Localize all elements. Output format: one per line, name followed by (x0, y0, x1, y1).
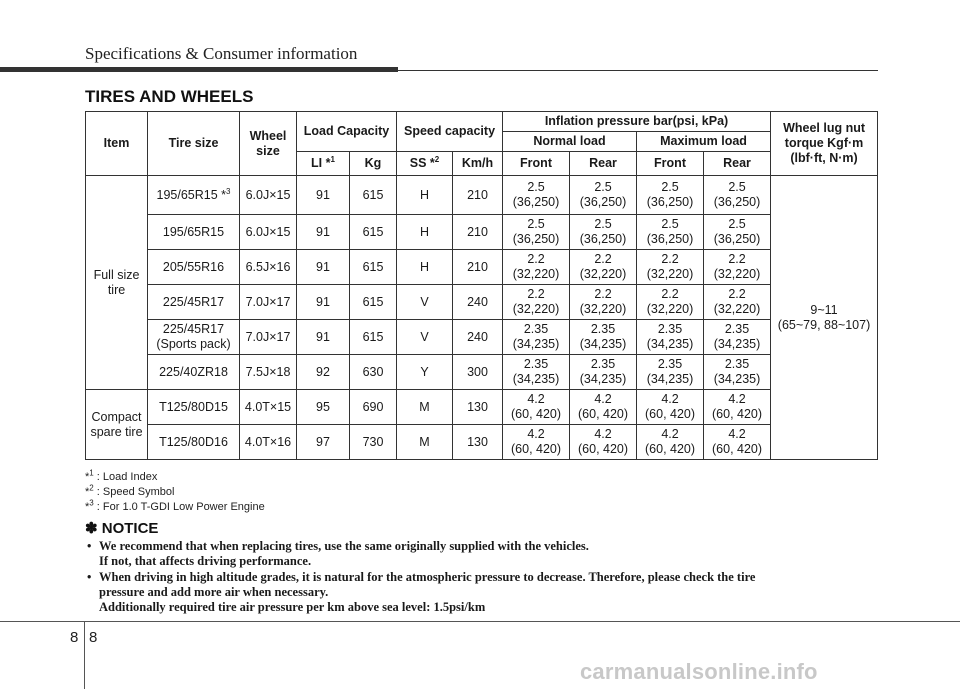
header-li: LI *$^1$ (297, 152, 350, 176)
group-full-size: Full size tire (86, 176, 148, 390)
cell-kmh: 210 (453, 250, 503, 285)
header-item: Item (86, 112, 148, 176)
header-wheel-lug: Wheel lug nut torque Kgf·m (lbf·ft, N·m) (771, 112, 878, 176)
cell-kmh: 130 (453, 425, 503, 460)
cell-normal-rear: 2.35 (34,235) (570, 320, 637, 355)
cell-normal-front: 2.2 (32,220) (503, 250, 570, 285)
footnote-load-index: *$^1$ : Load Index (85, 468, 158, 483)
cell-wheel: 6.0J×15 (240, 176, 297, 215)
cell-max-rear: 2.35 (34,235) (704, 320, 771, 355)
header-kmh: Km/h (453, 152, 503, 176)
cell-normal-front: 2.5 (36,250) (503, 215, 570, 250)
cell-wheel: 7.5J×18 (240, 355, 297, 390)
table-row (86, 285, 878, 320)
table-row (86, 425, 878, 460)
cell-ss: H (397, 176, 453, 215)
header-rule (398, 70, 878, 71)
cell-tire-size: 195/65R15 *$^3$ (148, 176, 240, 215)
table-row (86, 176, 878, 215)
header-normal-front: Front (503, 152, 570, 176)
section-title: TIRES AND WHEELS (85, 87, 254, 106)
cell-li: 95 (297, 390, 350, 425)
cell-ss: V (397, 320, 453, 355)
cell-max-rear: 4.2 (60, 420) (704, 390, 771, 425)
header-maximum-load: Maximum load (637, 132, 771, 152)
cell-normal-rear: 2.2 (32,220) (570, 285, 637, 320)
table-row (86, 215, 878, 250)
cell-tire-size: 225/45R17 (Sports pack) (148, 320, 240, 355)
footnote-engine: *$^3$ : For 1.0 T-GDI Low Power Engine (85, 498, 265, 513)
cell-li: 91 (297, 215, 350, 250)
cell-normal-front: 2.35 (34,235) (503, 320, 570, 355)
cell-normal-rear: 2.5 (36,250) (570, 215, 637, 250)
header-normal-load: Normal load (503, 132, 637, 152)
cell-tire-size: 195/65R15 (148, 215, 240, 250)
table-row (86, 320, 878, 355)
cell-wheel: 7.0J×17 (240, 320, 297, 355)
notice-item: • We recommend that when replacing tires, use the same originally supplied with the vehicles. If not, that affects driving performance. (87, 539, 589, 568)
page-number: 8 (89, 629, 98, 646)
cell-ss: Y (397, 355, 453, 390)
notice-item: • When driving in high altitude grades, it is natural for the atmospheric pressure to decrease. Therefore, please check the tire pressure and add more air when necessary. Additionally required tire air pressure per km above sea level: 1.5psi/km (87, 570, 756, 614)
cell-li: 91 (297, 285, 350, 320)
cell-max-front: 2.2 (32,220) (637, 285, 704, 320)
cell-kg: 615 (350, 176, 397, 215)
header-max-front: Front (637, 152, 704, 176)
cell-max-rear: 4.2 (60, 420) (704, 425, 771, 460)
cell-wheel: 7.0J×17 (240, 285, 297, 320)
header-normal-rear: Rear (570, 152, 637, 176)
table-row (86, 250, 878, 285)
cell-li: 91 (297, 320, 350, 355)
cell-li: 92 (297, 355, 350, 390)
notice-title: ✽ NOTICE (85, 520, 159, 537)
cell-max-rear: 2.5 (36,250) (704, 215, 771, 250)
cell-wheel: 4.0T×16 (240, 425, 297, 460)
cell-max-front: 2.5 (36,250) (637, 176, 704, 215)
header-ss: SS *$^2$ (397, 152, 453, 176)
cell-max-rear: 2.35 (34,235) (704, 355, 771, 390)
cell-normal-front: 2.5 (36,250) (503, 176, 570, 215)
cell-kmh: 240 (453, 320, 503, 355)
header-inflation-pressure: Inflation pressure bar(psi, kPa) (503, 112, 771, 132)
group-compact-spare: Compact spare tire (86, 390, 148, 460)
bullet-icon: • (87, 570, 92, 584)
cell-kmh: 240 (453, 285, 503, 320)
cell-normal-rear: 2.35 (34,235) (570, 355, 637, 390)
cell-li: 97 (297, 425, 350, 460)
cell-normal-rear: 4.2 (60, 420) (570, 390, 637, 425)
cell-tire-size: 225/40ZR18 (148, 355, 240, 390)
header-load-capacity: Load Capacity (297, 112, 397, 152)
cell-ss: M (397, 425, 453, 460)
footer-divider (84, 621, 85, 689)
cell-normal-rear: 4.2 (60, 420) (570, 425, 637, 460)
page-section-number: 8 (70, 629, 79, 646)
cell-tire-size: T125/80D15 (148, 390, 240, 425)
cell-max-front: 2.35 (34,235) (637, 355, 704, 390)
cell-max-rear: 2.5 (36,250) (704, 176, 771, 215)
bullet-icon: • (87, 539, 92, 553)
header-bar (0, 67, 398, 72)
cell-tire-size: 225/45R17 (148, 285, 240, 320)
cell-ss: H (397, 215, 453, 250)
cell-kg: 690 (350, 390, 397, 425)
cell-max-rear: 2.2 (32,220) (704, 250, 771, 285)
cell-normal-front: 2.35 (34,235) (503, 355, 570, 390)
cell-max-front: 2.2 (32,220) (637, 250, 704, 285)
header-wheel-size: Wheel size (240, 112, 297, 176)
notice-body (85, 539, 880, 616)
cell-wheel: 6.5J×16 (240, 250, 297, 285)
cell-max-front: 2.35 (34,235) (637, 320, 704, 355)
cell-wheel: 4.0T×15 (240, 390, 297, 425)
cell-tire-size: T125/80D16 (148, 425, 240, 460)
header-max-rear: Rear (704, 152, 771, 176)
cell-kmh: 210 (453, 176, 503, 215)
table-row (86, 390, 878, 425)
header-speed-capacity: Speed capacity (397, 112, 503, 152)
cell-normal-rear: 2.5 (36,250) (570, 176, 637, 215)
cell-kg: 730 (350, 425, 397, 460)
header-tire-size: Tire size (148, 112, 240, 176)
cell-ss: H (397, 250, 453, 285)
footnotes (85, 470, 265, 515)
cell-tire-size: 205/55R16 (148, 250, 240, 285)
cell-normal-front: 4.2 (60, 420) (503, 425, 570, 460)
cell-wheel: 6.0J×15 (240, 215, 297, 250)
cell-normal-front: 4.2 (60, 420) (503, 390, 570, 425)
tires-wheels-table (85, 111, 878, 460)
cell-ss: V (397, 285, 453, 320)
cell-max-front: 4.2 (60, 420) (637, 390, 704, 425)
cell-max-front: 2.5 (36,250) (637, 215, 704, 250)
cell-max-rear: 2.2 (32,220) (704, 285, 771, 320)
cell-li: 91 (297, 176, 350, 215)
footer-rule (0, 621, 960, 622)
cell-max-front: 4.2 (60, 420) (637, 425, 704, 460)
cell-normal-rear: 2.2 (32,220) (570, 250, 637, 285)
watermark: carmanualsonline.info (580, 659, 818, 684)
cell-kg: 615 (350, 215, 397, 250)
cell-kg: 615 (350, 320, 397, 355)
cell-ss: M (397, 390, 453, 425)
cell-kmh: 130 (453, 390, 503, 425)
cell-kmh: 300 (453, 355, 503, 390)
cell-kg: 630 (350, 355, 397, 390)
cell-li: 91 (297, 250, 350, 285)
header-title: Specifications & Consumer information (85, 44, 358, 63)
cell-normal-front: 2.2 (32,220) (503, 285, 570, 320)
cell-kmh: 210 (453, 215, 503, 250)
footnote-speed-symbol: *$^2$ : Speed Symbol (85, 483, 175, 498)
cell-wheel-lug-torque: 9~11 (65~79, 88~107) (771, 176, 878, 460)
header-kg: Kg (350, 152, 397, 176)
cell-kg: 615 (350, 285, 397, 320)
table-row (86, 355, 878, 390)
cell-kg: 615 (350, 250, 397, 285)
